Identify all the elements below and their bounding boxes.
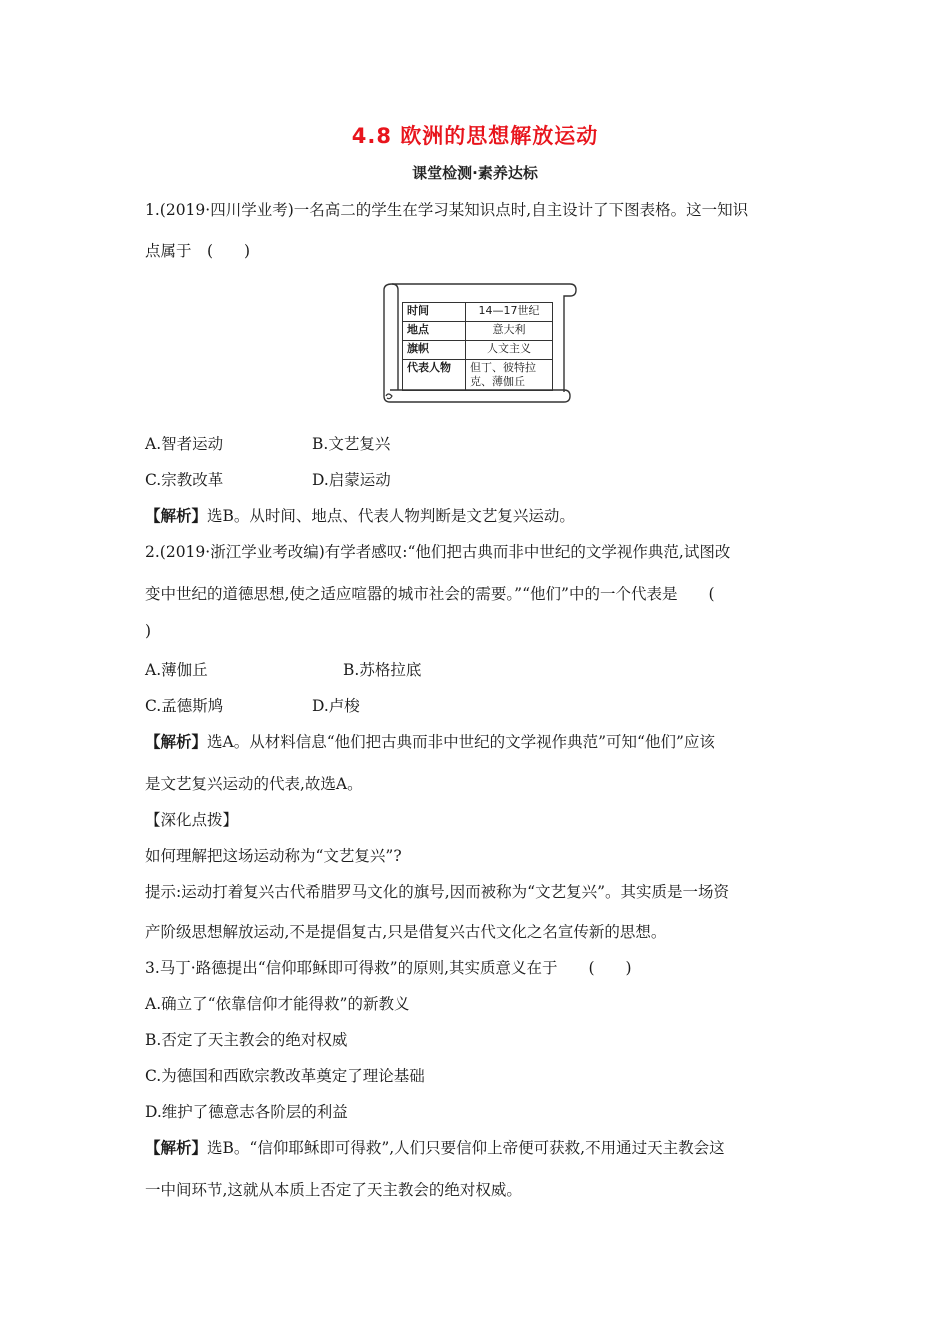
hint-line2: 产阶级思想解放运动,不是提倡复古,只是借复兴古代文化之名宣传新的思想。 xyxy=(145,923,667,941)
analysis-tag: 【解析】 xyxy=(145,1138,208,1157)
table-row xyxy=(403,303,553,322)
analysis-text: 选B。从时间、地点、代表人物判断是文艺复兴运动。 xyxy=(207,507,575,525)
q3-stem: 3.马丁·路德提出“信仰耶稣即可得救”的原则,其实质意义在于 ( ) xyxy=(145,959,632,977)
q2-option-d: D.卢梭 xyxy=(312,697,360,715)
q1-option-c: C.宗教改革 xyxy=(145,471,224,489)
q3-option-a: A.确立了“依靠信仰才能得救”的新教义 xyxy=(145,995,410,1013)
table-row xyxy=(403,322,553,341)
q1-option-d: D.启蒙运动 xyxy=(312,471,391,489)
q2-stem-line1: 2.(2019·浙江学业考改编)有学者感叹:“他们把古典而非中世纪的文学视作典范,试图改 xyxy=(145,543,731,561)
analysis-tag: 【解析】 xyxy=(145,506,208,525)
table-key: 地点 xyxy=(403,322,466,341)
q2-analysis-line2: 是文艺复兴运动的代表,故选A。 xyxy=(145,775,363,793)
table-key: 旗帜 xyxy=(403,341,466,360)
q3-analysis-line1 xyxy=(145,1136,725,1158)
q3-analysis-line2: 一中间环节,这就从本质上否定了天主教会的绝对权威。 xyxy=(145,1181,522,1199)
q3-option-b: B.否定了天主教会的绝对权威 xyxy=(145,1031,348,1049)
q3-option-d: D.维护了德意志各阶层的利益 xyxy=(145,1103,348,1121)
q2-option-c: C.孟德斯鸠 xyxy=(145,697,224,715)
q2-stem-line2: 变中世纪的道德思想,使之适应喧嚣的城市社会的需要。”“他们”中的一个代表是 ( xyxy=(145,585,715,603)
table-value: 但丁、彼特拉克、薄伽丘 xyxy=(466,360,553,391)
table-key: 代表人物 xyxy=(403,360,466,391)
analysis-text: 选A。从材料信息“他们把古典而非中世纪的文学视作典范”可知“他们”应该 xyxy=(207,733,715,751)
q1-analysis xyxy=(145,504,575,526)
q2-option-a: A.薄伽丘 xyxy=(145,661,208,679)
analysis-text: 选B。“信仰耶稣即可得救”,人们只要信仰上帝便可获救,不用通过天主教会这 xyxy=(207,1139,725,1157)
table-value: 人文主义 xyxy=(466,341,553,360)
analysis-tag: 【解析】 xyxy=(145,732,208,751)
q3-option-c: C.为德国和西欧宗教改革奠定了理论基础 xyxy=(145,1067,425,1085)
q2-option-b: B.苏格拉底 xyxy=(343,661,422,679)
q2-stem-line3: ) xyxy=(145,622,152,640)
table-value: 14—17世纪 xyxy=(466,303,553,322)
q2-analysis-line1 xyxy=(145,730,715,752)
scroll-figure xyxy=(378,280,578,406)
table-value: 意大利 xyxy=(466,322,553,341)
figure-table xyxy=(402,302,553,391)
table-key: 时间 xyxy=(403,303,466,322)
deep-tag: 【深化点拨】 xyxy=(145,811,239,829)
page-subtitle: 课堂检测·素养达标 xyxy=(412,164,538,182)
table-row xyxy=(403,360,553,391)
q1-stem-line1: 1.(2019·四川学业考)一名高二的学生在学习某知识点时,自主设计了下图表格。这一知识 xyxy=(145,201,749,219)
page-title: 4.8 欧洲的思想解放运动 xyxy=(351,124,599,148)
q1-option-a: A.智者运动 xyxy=(145,435,224,453)
table-row xyxy=(403,341,553,360)
hint-line1: 提示:运动打着复兴古代希腊罗马文化的旗号,因而被称为“文艺复兴”。其实质是一场资 xyxy=(145,883,730,901)
q1-option-b: B.文艺复兴 xyxy=(312,435,391,453)
deep-question: 如何理解把这场运动称为“文艺复兴”? xyxy=(145,847,402,865)
q1-stem-line2: 点属于 ( ) xyxy=(145,242,251,260)
